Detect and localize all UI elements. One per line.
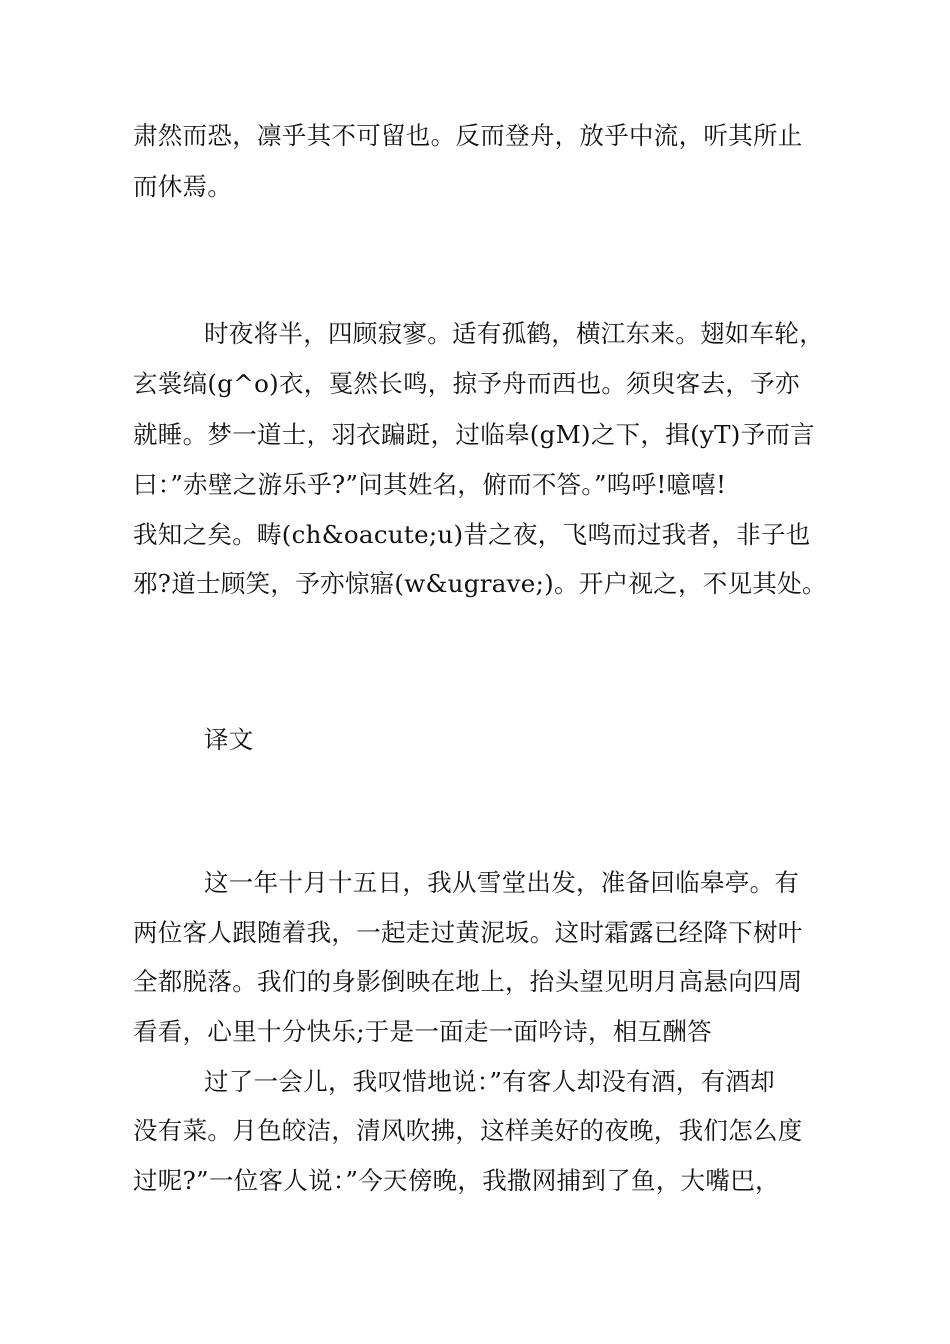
paragraph-2-line-3: 就睡。梦一道士，羽衣蹁跹，过临皋(gM)之下，揖(yT)予而言 <box>133 420 815 449</box>
paragraph-3-line-1: 这一年十月十五日，我从雪堂出发，准备回临皋亭。有 <box>204 868 800 897</box>
paragraph-4-line-2: 没有菜。月色皎洁，清风吹拂，这样美好的夜晚，我们怎么度 <box>133 1116 803 1145</box>
section-heading: 译文 <box>204 725 254 754</box>
paragraph-2-line-2: 玄裳缟(g^o)衣，戛然长鸣，掠予舟而西也。须臾客去，予亦 <box>133 369 800 398</box>
paragraph-1-line-1: 肃然而恐，凛乎其不可留也。反而登舟，放乎中流，听其所止 <box>133 121 803 150</box>
paragraph-3-line-4: 看看，心里十分快乐;于是一面走一面吟诗，相互酬答 <box>133 1017 712 1046</box>
paragraph-3-line-2: 两位客人跟随着我，一起走过黄泥坂。这时霜露已经降下树叶 <box>133 918 803 947</box>
paragraph-3-line-3: 全都脱落。我们的身影倒映在地上，抬头望见明月高悬向四周 <box>133 967 803 996</box>
paragraph-2-line-6: 邪?道士顾笑，予亦惊寤(w&ugrave;)。开户视之，不见其处。 <box>133 569 827 598</box>
paragraph-1-line-2: 而休焉。 <box>133 172 233 201</box>
paragraph-2-line-5: 我知之矣。畴(ch&oacute;u)昔之夜，飞鸣而过我者，非子也 <box>133 520 811 549</box>
paragraph-4-line-1: 过了一会儿，我叹惜地说：”有客人却没有酒，有酒却 <box>204 1067 775 1096</box>
paragraph-2-line-4: 曰：”赤壁之游乐乎?”问其姓名，俯而不答。”呜呼!噫嘻! <box>133 470 727 499</box>
paragraph-2-line-1: 时夜将半，四顾寂寥。适有孤鹤，横江东来。翅如车轮， <box>204 319 824 348</box>
paragraph-4-line-3: 过呢?”一位客人说：”今天傍晚，我撒网捕到了鱼，大嘴巴， <box>133 1166 780 1195</box>
